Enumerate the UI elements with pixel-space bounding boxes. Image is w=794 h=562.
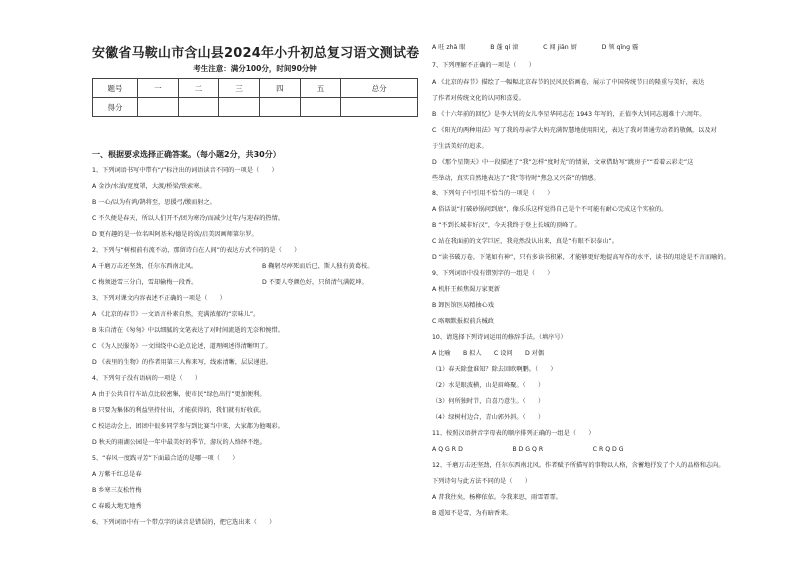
question-line: A 俗话说“打破砂锅问到底”，像乐乐这样觉得自己是个不可能有耐心完成这个实验的。 bbox=[432, 206, 668, 213]
question-line: （3）何所独时节，自喜乃意生。（ ） bbox=[432, 398, 545, 405]
question-line: A 万紫千红总是春 bbox=[92, 471, 142, 478]
question-line: 8、下列句子中引用不恰当的一项是（ ） bbox=[432, 190, 554, 197]
question-line: D 《表里的生物》的作者用第三人称来写，线索清晰，层层递进。 bbox=[92, 359, 272, 366]
score-cell: 四 bbox=[260, 79, 301, 98]
score-input-cell[interactable] bbox=[219, 98, 260, 117]
score-input-cell[interactable] bbox=[260, 98, 301, 117]
question-line: 11、按照汉语拼音字母表的顺序排列正确的一组是（ ） bbox=[432, 430, 595, 437]
question-line: A 千磨万击还坚劲，任尔东西南北风。 bbox=[92, 263, 198, 270]
question-line: A 《北京的春节》描绘了一幅幅北京春节的民风民俗画卷，展示了中国传统节日的隆重与美好，表达 bbox=[432, 79, 705, 86]
question-line: C 春暖大地无地秀 bbox=[92, 503, 142, 510]
question-line: D 不要人夸颜色好，只留清气满乾坤。 bbox=[262, 279, 368, 286]
question-line: D “读书破万卷，下笔如有神”，只有多读书积累，才能够更好地提高写作的水平，读书的用途是不言而喻的。 bbox=[432, 254, 730, 261]
question-line: B 卸医馆医局精抽心戏 bbox=[432, 302, 494, 309]
score-cell: 题号 bbox=[93, 79, 138, 98]
question-line: B 遥知不是雪，为有暗香来。 bbox=[432, 510, 513, 517]
question-line: A 比喻 B 拟人 C 设问 D 对偶 bbox=[432, 350, 545, 357]
question-line: 6、下列词语中有一个带点字的读音是错误的，把它选出来（ ） bbox=[92, 519, 276, 526]
score-table-header-row bbox=[93, 79, 418, 98]
question-line: 4、下列句子没有语病的一项是（ ） bbox=[92, 375, 202, 382]
question-line: D 秋天的雨湖公园是一年中最美好的季节，游玩的人络绎不绝。 bbox=[92, 439, 266, 446]
question-line: C 不久便是春天，所以人们开不/团为寒冷/而减少过年/与迎春的热情。 bbox=[92, 215, 284, 222]
question-line: A 机肝王候焦渴万家更新 bbox=[432, 286, 501, 293]
score-input-cell[interactable] bbox=[138, 98, 179, 117]
question-line: C 《阳光的两种用法》写了我的母亲学大妈充满智慧地使用阳光，表达了我对普通劳动者的敬佩，以及对 bbox=[432, 127, 717, 134]
question-line: B 朱自清在《匆匆》中以细腻的文笔表达了对时间流逝的无奈和惋惜。 bbox=[92, 327, 284, 334]
question-line: 2、下列与“树根前有流不动，那留诗白在人间”的表达方式不同的是（ ） bbox=[92, 247, 301, 254]
question-line: A 旺 zhā 眼 B 蓬 qí 滚 C 闻 jiān 厨 D 领 qǐng 霾 bbox=[432, 44, 639, 51]
score-cell: 总分 bbox=[341, 79, 418, 98]
question-line: 于生活美好的追求。 bbox=[432, 143, 488, 150]
question-line: 9、下列词语中没有错别字的一组是（ ） bbox=[432, 270, 554, 277]
score-cell: 五 bbox=[300, 79, 341, 98]
question-line: 7、下列理解不正确的一项是（ ） bbox=[432, 62, 535, 69]
question-line: D 《那个星期天》中一段描述了“我”怎样“度时光”的情景，文章借助写“跳房子”“看着云彩走”这 bbox=[432, 159, 694, 166]
question-line: 12、千磨万击还坚劲，任尔东西南北风。作者赋予所描写的事物以人格，含蓄地抒发了个人的品格和志向。 bbox=[432, 462, 725, 469]
question-line: B 乡寒三友松竹梅 bbox=[92, 487, 142, 494]
question-line: A 金沙/水油/宽度罩，大渡/桥梁/铁索寒。 bbox=[92, 183, 206, 190]
question-line: 3、下列对课文内容表述不正确的一项是（ ） bbox=[92, 295, 226, 302]
question-line: A 由于公共自行车站点比较密集，使市民“绿色出行”更加便利。 bbox=[92, 391, 266, 398]
score-input-cell[interactable] bbox=[178, 98, 219, 117]
question-line: （4）绿树村边合，青山郭外斜。（ ） bbox=[432, 414, 545, 421]
score-input-cell[interactable] bbox=[300, 98, 341, 117]
page-title: 安徽省马鞍山市含山县2024年小升初总复习语文测试卷 bbox=[92, 46, 420, 61]
score-cell: 一 bbox=[138, 79, 179, 98]
question-line: A 昔我往矣，杨柳依依。今我来思，雨雪霏霏。 bbox=[432, 494, 562, 501]
question-line: A Q G R D B D G Q R C R Q D G bbox=[432, 446, 624, 453]
score-cell: 得分 bbox=[93, 98, 138, 117]
question-line: B 一心/以为有鸿/鹄将至，思援弓/缴而射之。 bbox=[92, 199, 216, 206]
exam-notice: 考生注意：满分100分，时间90分钟 bbox=[193, 64, 317, 73]
question-line: B 只要为集体的利益坚持付出，才能获得的，我们就有好收获。 bbox=[92, 407, 266, 414]
question-line: B “不到长城非好汉”，今天我终于登上长城的顶峰了。 bbox=[432, 222, 581, 229]
section-heading: 一、根据要求选择正确答案。（每小题2分，共30分） bbox=[92, 150, 281, 159]
question-line: C 梅须逊雪三分白，雪却输梅一段香。 bbox=[92, 279, 198, 286]
question-line: 5、“春风一度践寻芳”下面最合适的是哪一项（ ） bbox=[92, 455, 239, 462]
score-table-score-row bbox=[93, 98, 418, 117]
score-cell: 三 bbox=[219, 79, 260, 98]
question-line: B 鞠躬尽瘁死而后已，斯人独有黄葛枝。 bbox=[262, 263, 374, 270]
question-line: B 《十六年前的回忆》是李大钊的女儿李星华同志在 1943 年写的，正值李大钊同志遇难十六周年。 bbox=[432, 111, 706, 118]
question-line: 了作者对传统文化的认同和喜爱。 bbox=[432, 95, 525, 102]
question-line: A 《北京的春节》一文语言朴素自然，充满浓郁的“京味儿”。 bbox=[92, 311, 260, 318]
question-line: C 咯咽默报拟前兵械政 bbox=[432, 318, 494, 325]
question-line: 1、下列词语书写中带有“/”标注出的词语读音不同的一项是（ ） bbox=[92, 167, 278, 174]
score-table bbox=[92, 78, 418, 117]
question-line: D 更有趣的是一位名叫阿基米/德是的诶/启美因画师第尔罗。 bbox=[92, 231, 258, 238]
question-line: 下列诗句与此方法不同的是（ ） bbox=[432, 478, 531, 485]
question-line: （1）春天除盘谁知？除去回欧啊鹏。（ ） bbox=[432, 366, 557, 373]
question-line: （2）水是眼波横，山是眉峰聚。（ ） bbox=[432, 382, 545, 389]
question-line: C 站在我面前的文学巨匠，我竟然没认出来，真是“有眼不识泰山”。 bbox=[432, 238, 618, 245]
question-line: C 校运动会上，团团中很多同学参与到比赛当中来，大家都为他喝彩。 bbox=[92, 423, 284, 430]
question-line: C 《为人民服务》一文围绕中心论点论述，道理阐述得清晰明了。 bbox=[92, 343, 272, 350]
score-cell: 二 bbox=[178, 79, 219, 98]
score-input-cell[interactable] bbox=[341, 98, 418, 117]
question-line: 10、请选择下列诗词运用的修辞手法。（填序号） bbox=[432, 334, 567, 341]
question-line: 些举动，真实自然地表达了“我”等待时“焦急又兴奋”的情感。 bbox=[432, 175, 600, 182]
